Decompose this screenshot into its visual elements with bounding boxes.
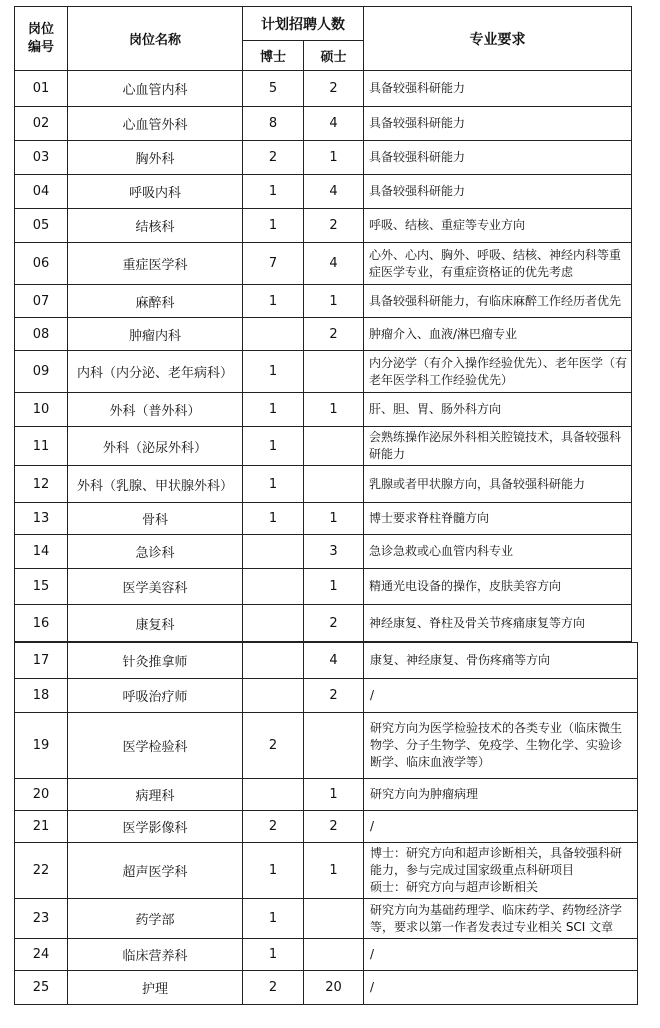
cell-requirements [364, 971, 638, 1005]
recruitment-table-part2 [14, 642, 638, 1005]
cell-masters-count: 1 [304, 141, 364, 175]
cell-phd-count [243, 605, 304, 642]
requirement-line: 症医学专业，有重症资格证的优先考虑 [369, 264, 574, 279]
cell-requirements [364, 899, 638, 939]
cell-requirements [364, 779, 638, 811]
cell-position-number: 04 [15, 175, 68, 209]
table-row [15, 679, 638, 713]
table-row [15, 466, 632, 503]
cell-masters-count: 4 [304, 175, 364, 209]
cell-requirements [364, 209, 632, 243]
header-masters: 硕士 [304, 41, 364, 71]
requirement-line: 具备较强科研能力 [369, 116, 466, 130]
cell-masters-count: 1 [304, 393, 364, 427]
header-position-number [15, 7, 68, 71]
cell-position-name: 药学部 [68, 899, 243, 939]
cell-phd-count: 2 [243, 713, 304, 779]
cell-position-name: 骨科 [68, 503, 243, 535]
cell-position-name: 心血管外科 [68, 107, 243, 141]
cell-position-name: 结核科 [68, 209, 243, 243]
cell-position-number: 23 [15, 899, 68, 939]
table-row [15, 899, 638, 939]
table-row [15, 779, 638, 811]
requirement-line: 肿瘤介入、血液/淋巴瘤专业 [369, 326, 518, 341]
cell-position-number: 11 [15, 427, 68, 466]
cell-masters-count: 1 [304, 779, 364, 811]
cell-requirements [364, 643, 638, 679]
cell-requirements [364, 811, 638, 843]
table-row [15, 535, 632, 569]
cell-position-number: 17 [15, 643, 68, 679]
table-row [15, 971, 638, 1005]
cell-phd-count: 1 [243, 209, 304, 243]
requirement-line: 肝、胆、胃、肠外科方向 [369, 402, 502, 416]
requirement-line: 精通光电设备的操作，皮肤美容方向 [369, 579, 562, 593]
cell-masters-count: 2 [304, 605, 364, 642]
cell-position-number: 22 [15, 843, 68, 899]
cell-masters-count [304, 899, 364, 939]
cell-position-name: 麻醉科 [68, 285, 243, 318]
cell-position-name: 呼吸内科 [68, 175, 243, 209]
requirement-line: / [370, 819, 375, 833]
requirement-line: 急诊急救或心血管内科专业 [369, 544, 514, 558]
cell-masters-count [304, 939, 364, 971]
requirement-line: 能力，参与完成过国家级重点科研项目 [370, 863, 575, 877]
table-row [15, 243, 632, 285]
cell-requirements [364, 939, 638, 971]
cell-phd-count [243, 779, 304, 811]
requirement-line: 心外、心内、胸外、呼吸、结核、神经内科等重 [369, 247, 622, 262]
requirement-line: / [370, 688, 375, 702]
requirement-line: 物学、分子生物学、免疫学、生物化学、实验诊 [370, 738, 623, 752]
requirement-line: 内分泌学（有介入操作经验优先）、老年医学（有 [369, 355, 628, 370]
table-row [15, 285, 632, 318]
cell-position-name: 医学检验科 [68, 713, 243, 779]
cell-position-number: 08 [15, 318, 68, 351]
cell-masters-count: 2 [304, 318, 364, 351]
table-row [15, 569, 632, 605]
cell-position-name: 心血管内科 [68, 71, 243, 107]
header-position-number-line2: 编号 [27, 39, 54, 55]
requirement-line: 博士要求脊柱脊髓方向 [369, 511, 490, 525]
cell-phd-count: 1 [243, 939, 304, 971]
cell-position-name: 康复科 [68, 605, 243, 642]
table-row [15, 843, 638, 899]
cell-masters-count: 3 [304, 535, 364, 569]
requirement-line: / [370, 947, 375, 961]
cell-position-number: 05 [15, 209, 68, 243]
cell-requirements [364, 679, 638, 713]
cell-phd-count [243, 318, 304, 351]
cell-masters-count: 1 [304, 285, 364, 318]
cell-position-number: 12 [15, 466, 68, 503]
cell-position-number: 24 [15, 939, 68, 971]
table-row [15, 427, 632, 466]
cell-phd-count: 1 [243, 351, 304, 393]
cell-position-name: 针灸推拿师 [68, 643, 243, 679]
cell-position-name: 外科（普外科） [68, 393, 243, 427]
cell-masters-count [304, 427, 364, 466]
table-row [15, 107, 632, 141]
table-row [15, 318, 632, 351]
requirement-line: 具备较强科研能力，有临床麻醉工作经历者优先 [369, 293, 622, 308]
cell-masters-count: 2 [304, 209, 364, 243]
cell-masters-count: 4 [304, 107, 364, 141]
header-position-name: 岗位名称 [68, 7, 243, 71]
cell-masters-count: 20 [304, 971, 364, 1005]
cell-phd-count: 5 [243, 71, 304, 107]
cell-masters-count: 2 [304, 811, 364, 843]
cell-position-number: 07 [15, 285, 68, 318]
cell-position-name: 急诊科 [68, 535, 243, 569]
cell-phd-count [243, 569, 304, 605]
cell-position-number: 25 [15, 971, 68, 1005]
table-body-part1 [15, 71, 632, 642]
cell-position-number: 10 [15, 393, 68, 427]
requirement-line: 会熟练操作泌尿外科相关腔镜技术，具备较强科 [369, 430, 622, 444]
requirement-line: 研究方向为基础药理学、临床药学、药物经济学 [370, 902, 623, 917]
cell-masters-count [304, 713, 364, 779]
cell-requirements [364, 843, 638, 899]
cell-position-number: 19 [15, 713, 68, 779]
cell-phd-count: 1 [243, 427, 304, 466]
recruitment-table-part1 [14, 6, 632, 642]
cell-position-name: 临床营养科 [68, 939, 243, 971]
cell-position-name: 重症医学科 [68, 243, 243, 285]
requirement-line: 断学、临床血液学等） [370, 755, 491, 769]
cell-position-name: 超声医学科 [68, 843, 243, 899]
cell-requirements [364, 141, 632, 175]
table-row [15, 351, 632, 393]
cell-masters-count: 1 [304, 843, 364, 899]
table-row [15, 141, 632, 175]
cell-requirements [364, 243, 632, 285]
header-phd: 博士 [243, 41, 304, 71]
header-position-number-line1: 岗位 [27, 21, 54, 37]
requirement-line: 研究方向为医学检验技术的各类专业（临床微生 [370, 721, 623, 735]
cell-phd-count: 1 [243, 466, 304, 503]
cell-position-name: 病理科 [68, 779, 243, 811]
cell-position-number: 15 [15, 569, 68, 605]
cell-phd-count: 1 [243, 285, 304, 318]
cell-position-name: 医学美容科 [68, 569, 243, 605]
cell-position-name: 护理 [68, 971, 243, 1005]
cell-position-number: 16 [15, 605, 68, 642]
cell-position-name: 外科（乳腺、甲状腺外科） [68, 466, 243, 503]
cell-position-number: 20 [15, 779, 68, 811]
cell-position-name: 外科（泌尿外科） [68, 427, 243, 466]
cell-position-number: 03 [15, 141, 68, 175]
requirement-line: 神经康复、脊柱及骨关节疼痛康复等方向 [369, 615, 586, 630]
header-planned-count: 计划招聘人数 [243, 7, 364, 41]
cell-requirements [364, 318, 632, 351]
cell-phd-count: 1 [243, 843, 304, 899]
cell-position-number: 18 [15, 679, 68, 713]
requirement-line: 具备较强科研能力 [369, 184, 466, 198]
cell-requirements [364, 427, 632, 466]
cell-requirements [364, 713, 638, 779]
requirement-line: 等，要求以第一作者发表过专业相关 SCI 文章 [370, 919, 614, 934]
cell-requirements [364, 569, 632, 605]
cell-position-name: 呼吸治疗师 [68, 679, 243, 713]
cell-requirements [364, 71, 632, 107]
requirement-line: 具备较强科研能力 [369, 150, 466, 164]
cell-requirements [364, 605, 632, 642]
table-row [15, 713, 638, 779]
requirement-line: 呼吸、结核、重症等专业方向 [369, 218, 526, 232]
cell-phd-count [243, 643, 304, 679]
cell-masters-count: 4 [304, 643, 364, 679]
cell-masters-count: 1 [304, 569, 364, 605]
table-row [15, 811, 638, 843]
cell-masters-count: 4 [304, 243, 364, 285]
cell-position-number: 14 [15, 535, 68, 569]
cell-requirements [364, 175, 632, 209]
cell-masters-count: 2 [304, 71, 364, 107]
cell-masters-count: 2 [304, 679, 364, 713]
requirement-line: 老年医学科工作经验优先） [369, 372, 514, 387]
requirement-line: 硕士：研究方向与超声诊断相关 [370, 880, 539, 894]
table-row [15, 393, 632, 427]
cell-requirements [364, 503, 632, 535]
cell-masters-count [304, 466, 364, 503]
requirement-line: 博士：研究方向和超声诊断相关，具备较强科研 [370, 846, 623, 860]
cell-phd-count: 1 [243, 175, 304, 209]
cell-position-name: 内科（内分泌、老年病科） [68, 351, 243, 393]
cell-phd-count: 2 [243, 971, 304, 1005]
requirement-line: 康复、神经康复、骨伤疼痛等方向 [370, 653, 551, 667]
requirement-line: 研究方向为肿瘤病理 [370, 787, 479, 801]
table-row [15, 503, 632, 535]
table-row [15, 939, 638, 971]
cell-position-number: 21 [15, 811, 68, 843]
table-row [15, 175, 632, 209]
cell-phd-count: 1 [243, 899, 304, 939]
cell-requirements [364, 393, 632, 427]
cell-requirements [364, 285, 632, 318]
cell-position-number: 02 [15, 107, 68, 141]
cell-phd-count [243, 679, 304, 713]
cell-requirements [364, 535, 632, 569]
cell-requirements [364, 351, 632, 393]
cell-position-name: 胸外科 [68, 141, 243, 175]
cell-position-name: 肿瘤内科 [68, 318, 243, 351]
table-row [15, 643, 638, 679]
cell-position-name: 医学影像科 [68, 811, 243, 843]
cell-position-number: 06 [15, 243, 68, 285]
table-row [15, 71, 632, 107]
requirement-line: 研能力 [369, 447, 406, 461]
cell-phd-count: 1 [243, 393, 304, 427]
cell-phd-count: 7 [243, 243, 304, 285]
cell-position-number: 13 [15, 503, 68, 535]
requirement-line: 乳腺或者甲状腺方向，具备较强科研能力 [369, 476, 586, 491]
cell-requirements [364, 107, 632, 141]
table-row [15, 605, 632, 642]
requirement-line: / [370, 980, 375, 994]
cell-masters-count: 1 [304, 503, 364, 535]
cell-phd-count: 1 [243, 503, 304, 535]
cell-masters-count [304, 351, 364, 393]
requirement-line: 具备较强科研能力 [369, 81, 466, 95]
table-row [15, 209, 632, 243]
cell-position-number: 09 [15, 351, 68, 393]
cell-position-number: 01 [15, 71, 68, 107]
cell-phd-count: 8 [243, 107, 304, 141]
cell-requirements [364, 466, 632, 503]
cell-phd-count [243, 535, 304, 569]
cell-phd-count: 2 [243, 141, 304, 175]
cell-phd-count: 2 [243, 811, 304, 843]
header-requirements: 专业要求 [364, 7, 632, 71]
table-body-part2 [15, 643, 638, 1005]
